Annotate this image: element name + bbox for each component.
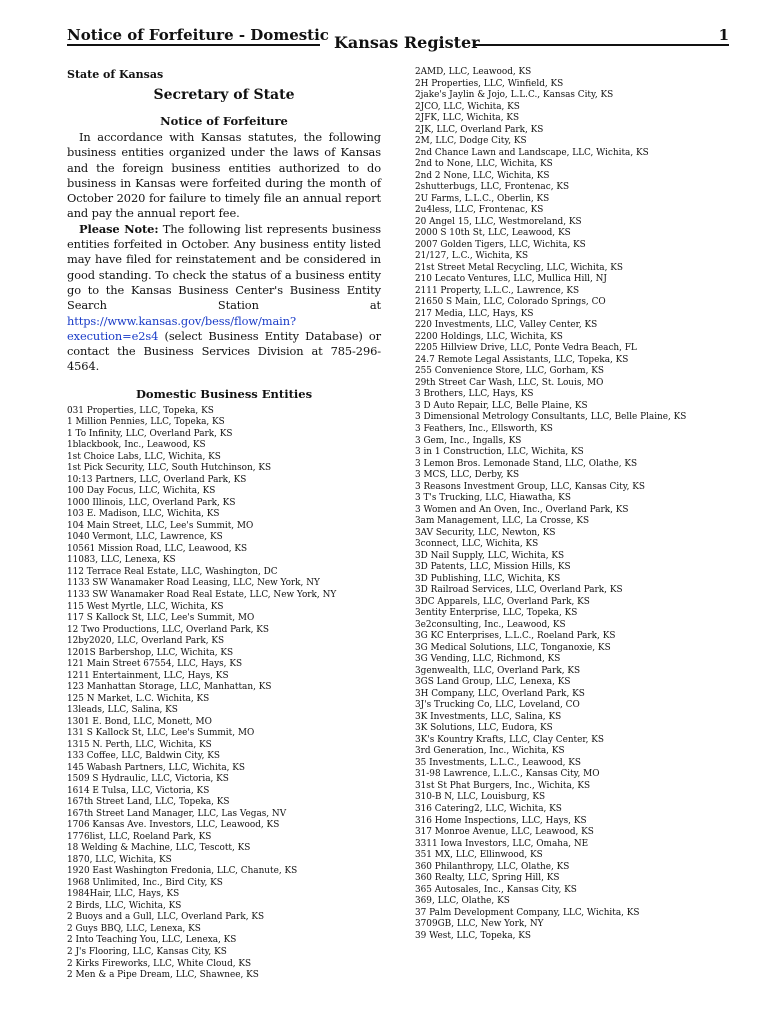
entity-list-item: 2007 Golden Tigers, LLC, Wichita, KS [415, 239, 586, 250]
entity-list-item: 220 Investments, LLC, Valley Center, KS [415, 320, 598, 331]
entity-list-item: 21st Street Metal Recycling, LLC, Wichita, KS [415, 262, 623, 273]
entity-list-item: 316 Home Inspections, LLC, Hays, KS [415, 815, 587, 826]
entity-list-item: 255 Convenience Store, LLC, Gorham, KS [415, 366, 604, 377]
entity-list-item: 20 Angel 15, LLC, Westmoreland, KS [415, 216, 582, 227]
entity-list-item: 21/127, L.C., Wichita, KS [415, 251, 529, 262]
entity-list-item: 2 Guys BBQ, LLC, Lenexa, KS [67, 923, 201, 934]
entity-list-item: 167th Street Land, LLC, Topeka, KS [67, 797, 230, 808]
entity-list-item: 115 West Myrtle, LLC, Wichita, KS [67, 601, 224, 612]
entity-list-item: 103 E. Madison, LLC, Wichita, KS [67, 509, 220, 520]
entity-list-item: 1133 SW Wanamaker Road Leasing, LLC, New York, NY [67, 578, 320, 589]
right-entity-list [415, 67, 735, 942]
entity-list-item: 35 Investments, L.L.C., Leawood, KS [415, 757, 581, 768]
entity-list-item: 1614 E Tulsa, LLC, Victoria, KS [67, 785, 210, 796]
entity-list-item: 3G KC Enterprises, L.L.C., Roeland Park, KS [415, 631, 616, 642]
entity-list-item: 317 Monroe Avenue, LLC, Leawood, KS [415, 827, 594, 838]
entity-list-item: 123 Manhattan Storage, LLC, Manhattan, KS [67, 682, 272, 693]
entity-list-item: 351 MX, LLC, Ellinwood, KS [415, 850, 543, 861]
entity-list-item: 104 Main Street, LLC, Lee's Summit, MO [67, 520, 254, 531]
entity-list-item: 3709GB, LLC, New York, NY [415, 919, 544, 930]
entity-list-item: 37 Palm Development Company, LLC, Wichita, KS [415, 907, 640, 918]
entity-list-item: 217 Media, LLC, Hays, KS [415, 308, 534, 319]
entity-list-item: 3 Women and An Oven, Inc., Overland Park, KS [415, 504, 629, 515]
entity-list-item: 29th Street Car Wash, LLC, St. Louis, MO [415, 377, 604, 388]
header-rule-right [474, 44, 729, 46]
entity-list-item: 1201S Barbershop, LLC, Wichita, KS [67, 647, 234, 658]
left-column [67, 67, 381, 982]
entity-list-item: 3K Solutions, LLC, Eudora, KS [415, 723, 553, 734]
entity-list-item: 2 Into Teaching You, LLC, Lenexa, KS [67, 935, 237, 946]
entity-list-item: 2JCO, LLC, Wichita, KS [415, 101, 520, 112]
entity-list-item: 1000 Illinois, LLC, Overland Park, KS [67, 497, 236, 508]
entity-list-item: 2M, LLC, Dodge City, KS [415, 136, 527, 147]
entity-list-item: 2200 Holdings, LLC, Wichita, KS [415, 331, 563, 342]
entity-list-item: 10561 Mission Road, LLC, Leawood, KS [67, 543, 248, 554]
entity-list-item: 3 Gem, Inc., Ingalls, KS [415, 435, 522, 446]
entity-list-item: 031 Properties, LLC, Topeka, KS [67, 405, 214, 416]
entity-list-item: 2U Farms, L.L.C., Oberlin, KS [415, 193, 550, 204]
entity-list-item: 2JFK, LLC, Wichita, KS [415, 113, 520, 124]
entity-list-item: 1870, LLC, Wichita, KS [67, 854, 172, 865]
entity-list-item: 1 Million Pennies, LLC, Topeka, KS [67, 417, 225, 428]
entity-list-item: 13leads, LLC, Salina, KS [67, 705, 178, 716]
entity-list-item: 3 MCS, LLC, Derby, KS [415, 470, 520, 481]
entity-list-item: 12 Two Productions, LLC, Overland Park, KS [67, 624, 269, 635]
entity-list-item: 18 Welding & Machine, LLC, Tescott, KS [67, 843, 251, 854]
entity-list-item: 1301 E. Bond, LLC, Monett, MO [67, 716, 212, 727]
intro-paragraph: In accordance with Kansas statutes, the following business entities organized under the laws of Kansas and the foreign business entities authorized to do business in Kansas were forfeited during the month of October 2020 for failure to timely file an annual report and pay the annual report fee. [67, 130, 381, 221]
entity-list-item: 112 Terrace Real Estate, LLC, Washington, DC [67, 566, 278, 577]
entity-list-item: 2 J's Flooring, LLC, Kansas City, KS [67, 946, 227, 957]
entity-list-item: 31st St Phat Burgers, Inc., Wichita, KS [415, 780, 591, 791]
publication-title: Kansas Register [334, 33, 480, 52]
entity-list-item: 3D Railroad Services, LLC, Overland Park, KS [415, 585, 623, 596]
entity-list-item: 3 in 1 Construction, LLC, Wichita, KS [415, 447, 584, 458]
entity-list-item: 12by2020, LLC, Overland Park, KS [67, 636, 225, 647]
entity-list-item: 1st Choice Labs, LLC, Wichita, KS [67, 451, 221, 462]
entity-list-item: 3H Company, LLC, Overland Park, KS [415, 688, 585, 699]
notice-title: Notice of Forfeiture [160, 114, 288, 128]
entity-list-item: 3 D Auto Repair, LLC, Belle Plaine, KS [415, 400, 588, 411]
entity-list-item: 360 Realty, LLC, Spring Hill, KS [415, 873, 560, 884]
entity-list-item: 1 To Infinity, LLC, Overland Park, KS [67, 428, 233, 439]
entity-list-item: 3rd Generation, Inc., Wichita, KS [415, 746, 565, 757]
entity-list-item: 2nd to None, LLC, Wichita, KS [415, 159, 553, 170]
entity-list-item: 1133 SW Wanamaker Road Real Estate, LLC, New York, NY [67, 590, 337, 600]
please-note-paragraph [67, 222, 381, 375]
entity-list-item: 2shutterbugs, LLC, Frontenac, KS [415, 182, 570, 193]
entity-list-item: 3 Brothers, LLC, Hays, KS [415, 389, 534, 400]
entity-list-item: 2 Kirks Fireworks, LLC, White Cloud, KS [67, 958, 252, 969]
please-note-text-cont: (select Business Entity Database) or contact the Business Services Division at 785-296-4564. [67, 328, 381, 374]
entity-list-item: 3311 Iowa Investors, LLC, Omaha, NE [415, 838, 589, 849]
entity-list-item: 2H Properties, LLC, Winfield, KS [415, 78, 564, 89]
entity-list-item: 2 Birds, LLC, Wichita, KS [67, 900, 182, 911]
entity-list-item: 1blackbook, Inc., Leawood, KS [67, 440, 206, 451]
entity-search-link[interactable]: https://www.kansas.gov/bess/flow/main?execution=e2s4 [67, 313, 296, 343]
entity-list-item: 1776list, LLC, Roeland Park, KS [67, 831, 212, 842]
entity-list-item: 3am Management, LLC, La Crosse, KS [415, 516, 590, 527]
entity-list-item: 310-B N, LLC, Louisburg, KS [415, 792, 546, 803]
entity-list-item: 1st Pick Security, LLC, South Hutchinson, KS [67, 463, 272, 474]
entity-list-item: 3D Publishing, LLC, Wichita, KS [415, 573, 561, 584]
entity-list-item: 117 S Kallock St, LLC, Lee's Summit, MO [67, 613, 255, 624]
entity-list-item: 3K's Kountry Krafts, LLC, Clay Center, KS [415, 734, 604, 745]
entity-list-item: 121 Main Street 67554, LLC, Hays, KS [67, 659, 243, 670]
entity-list-item: 3AV Security, LLC, Newton, KS [415, 527, 556, 538]
entity-list-item: 3G Vending, LLC, Richmond, KS [415, 654, 561, 665]
entity-list-item: 125 N Market, L.C. Wichita, KS [67, 693, 210, 704]
entity-list-item: 2AMD, LLC, Leawood, KS [415, 67, 532, 77]
entity-list-item: 2205 Hillview Drive, LLC, Ponte Vedra Beach, FL [415, 343, 637, 354]
entity-list-item: 133 Coffee, LLC, Baldwin City, KS [67, 751, 220, 762]
entity-list-item: 3D Nail Supply, LLC, Wichita, KS [415, 550, 565, 561]
entity-list-item: 24.7 Remote Legal Assistants, LLC, Topeka, KS [415, 354, 629, 365]
entity-list-item: 1509 S Hydraulic, LLC, Victoria, KS [67, 774, 229, 785]
entity-list-item: 145 Wabash Partners, LLC, Wichita, KS [67, 762, 245, 773]
entity-list-item: 3connect, LLC, Wichita, KS [415, 539, 539, 550]
section-title: Domestic Business Entities [135, 386, 313, 401]
entity-list-item: 1984Hair, LLC, Hays, KS [67, 889, 180, 900]
department-title: Secretary of State [153, 87, 295, 103]
entity-list-item: 3K Investments, LLC, Salina, KS [415, 711, 562, 722]
page-header [67, 24, 729, 54]
entity-list-item: 2 Buoys and a Gull, LLC, Overland Park, KS [67, 912, 265, 923]
entity-list-item: 39 West, LLC, Topeka, KS [415, 930, 531, 941]
please-note-text: The following list represents business entities forfeited in October. Any business entity listed may have filed for reinstatement and be considered in good standing. To check the status of a business entity go to the Kansas Business Center's Business Entity Search Station at [67, 221, 381, 313]
entity-list-item: 3DC Apparels, LLC, Overland Park, KS [415, 596, 590, 607]
entity-list-item: 360 Philanthropy, LLC, Olathe, KS [415, 861, 570, 872]
entity-list-item: 2JK, LLC, Overland Park, KS [415, 124, 544, 135]
entity-list-item: 11083, LLC, Lenexa, KS [67, 555, 176, 566]
entity-list-item: 2000 S 10th St, LLC, Leawood, KS [415, 228, 571, 239]
entity-list-item: 3D Patents, LLC, Mission Hills, KS [415, 562, 571, 573]
entity-list-item: 10:13 Partners, LLC, Overland Park, KS [67, 474, 247, 485]
entity-list-item: 2jake's Jaylin & Jojo, L.L.C., Kansas City, KS [415, 90, 614, 101]
page-number: 1 [718, 26, 729, 44]
entity-list-item: 100 Day Focus, LLC, Wichita, KS [67, 486, 216, 497]
entity-list-item: 2u4less, LLC, Frontenac, KS [415, 205, 544, 216]
entity-list-item: 3genwealth, LLC, Overland Park, KS [415, 665, 581, 676]
entity-list-item: 369, LLC, Olathe, KS [415, 896, 510, 907]
entity-list-item: 131 S Kallock St, LLC, Lee's Summit, MO [67, 728, 255, 739]
entity-list-item: 3e2consulting, Inc., Leawood, KS [415, 619, 566, 630]
entity-list-item: 1968 Unlimited, Inc., Bird City, KS [67, 877, 223, 888]
entity-list-item: 2nd Chance Lawn and Landscape, LLC, Wichita, KS [415, 147, 649, 158]
state-label: State of Kansas [67, 68, 164, 81]
left-entity-list [67, 406, 381, 982]
please-note-label: Please Note: [79, 221, 159, 236]
entity-list-item: 31-98 Lawrence, L.L.C., Kansas City, MO [415, 769, 600, 780]
entity-list-item: 3 Lemon Bros. Lemonade Stand, LLC, Olathe, KS [415, 458, 638, 469]
entity-list-item: 2nd 2 None, LLC, Wichita, KS [415, 170, 550, 181]
entity-list-item: 3GS Land Group, LLC, Lenexa, KS [415, 677, 571, 688]
entity-list-item: 2111 Property, L.L.C., Lawrence, KS [415, 285, 580, 296]
entity-list-item: 3J's Trucking Co, LLC, Loveland, CO [415, 700, 580, 711]
entity-list-item: 1920 East Washington Fredonia, LLC, Chanute, KS [67, 866, 298, 877]
entity-list-item: 3 Dimensional Metrology Consultants, LLC, Belle Plaine, KS [415, 412, 687, 423]
right-column [415, 67, 735, 942]
entity-list-item: 3 Feathers, Inc., Ellsworth, KS [415, 423, 553, 434]
entity-list-item: 3 T's Trucking, LLC, Hiawatha, KS [415, 493, 571, 504]
entity-list-item: 3 Reasons Investment Group, LLC, Kansas City, KS [415, 481, 645, 492]
entity-list-item: 21650 S Main, LLC, Colorado Springs, CO [415, 297, 606, 308]
entity-list-item: 3entity Enterprise, LLC, Topeka, KS [415, 608, 578, 619]
entity-list-item: 3G Medical Solutions, LLC, Tonganoxie, KS [415, 642, 611, 653]
entity-list-item: 316 Catering2, LLC, Wichita, KS [415, 804, 562, 814]
entity-list-item: 1315 N. Perth, LLC, Wichita, KS [67, 739, 212, 750]
entity-list-item: 210 Lecato Ventures, LLC, Mullica Hill, NJ [415, 274, 607, 285]
entity-list-item: 365 Autosales, Inc., Kansas City, KS [415, 884, 577, 895]
running-head-title: Notice of Forfeiture - Domestic [67, 26, 329, 44]
entity-list-item: 1211 Entertainment, LLC, Hays, KS [67, 670, 229, 681]
header-rule-left [67, 44, 320, 46]
entity-list-item: 167th Street Land Manager, LLC, Las Vegas, NV [67, 808, 287, 819]
entity-list-item: 2 Men & a Pipe Dream, LLC, Shawnee, KS [67, 970, 259, 981]
entity-list-item: 1040 Vermont, LLC, Lawrence, KS [67, 532, 223, 543]
entity-list-item: 1706 Kansas Ave. Investors, LLC, Leawood, KS [67, 820, 280, 831]
